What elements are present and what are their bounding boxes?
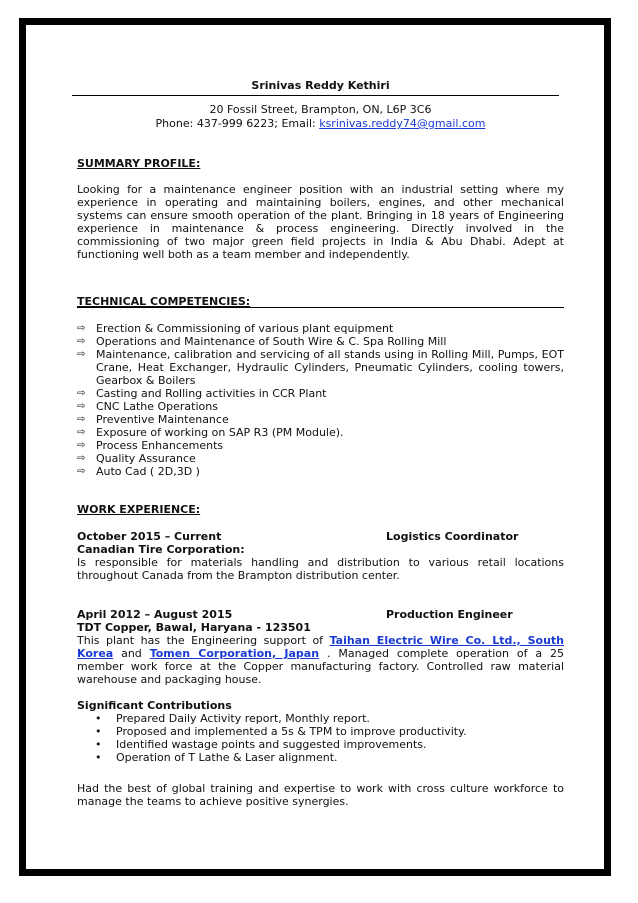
phone-text: Phone: 437-999 6223; Email: [155, 117, 320, 130]
list-item: ⇨ Quality Assurance [77, 452, 196, 465]
list-item: ⇨ CNC Lathe Operations [77, 400, 218, 413]
contributions-list [77, 712, 564, 764]
list-item: ⇨ Preventive Maintenance [77, 413, 229, 426]
arrow-bullet-icon: ⇨ [77, 427, 86, 438]
competencies-list [77, 322, 564, 478]
list-item: • Operation of T Lathe & Laser alignment. [95, 751, 338, 764]
job2-description: This plant has the Engineering support of Taihan Electric Wire Co. Ltd., South Korea and Tomen Corporation, Japan . Managed complete operation of a 25 member work force at the Copper manufacturing factory. Controlled raw material warehouse and packaging house. [77, 634, 564, 686]
job1-period: October 2015 – Current [77, 530, 222, 543]
job1-title: Logistics Coordinator [386, 530, 519, 543]
arrow-bullet-icon: ⇨ [77, 466, 86, 477]
arrow-bullet-icon: ⇨ [77, 440, 86, 451]
job2-company: TDT Copper, Bawal, Haryana - 123501 [77, 621, 311, 634]
job1-description: Is responsible for materials handling and distribution to various retail locations throughout Canada from the Brampton distribution center. [77, 556, 564, 582]
closing-text: Had the best of global training and expertise to work with cross culture workforce to manage the teams to achieve positive synergies. [77, 782, 564, 808]
contact-line [77, 117, 564, 130]
arrow-bullet-icon: ⇨ [77, 323, 86, 334]
competencies-heading: TECHNICAL COMPETENCIES: [77, 295, 251, 308]
job1-header [77, 530, 564, 543]
bullet-dot-icon: • [95, 738, 102, 751]
competencies-rule [77, 307, 564, 308]
arrow-bullet-icon: ⇨ [77, 388, 86, 399]
summary-text: Looking for a maintenance engineer position with an industrial setting where my experience in operating and maintaining boilers, engines, and other mechanical systems can ensure smooth operation of the plant. Bringing in 18 years of Engineering experience in maintenance & process engineering. Directly involved in the commissioning of two major green field projects in India & Abu Dhabi. Adept at functioning well both as a team member and independently. [77, 183, 564, 261]
job2-period: April 2012 – August 2015 [77, 608, 233, 621]
summary-heading: SUMMARY PROFILE: [77, 157, 201, 170]
arrow-bullet-icon: ⇨ [77, 453, 86, 464]
address-line: 20 Fossil Street, Brampton, ON, L6P 3C6 [209, 103, 432, 116]
job1-company: Canadian Tire Corporation: [77, 543, 245, 556]
list-item: ⇨ Casting and Rolling activities in CCR Plant [77, 387, 327, 400]
tomen-link[interactable]: Tomen Corporation, Japan [149, 647, 320, 660]
bullet-dot-icon: • [95, 725, 102, 738]
list-item: ⇨ Exposure of working on SAP R3 (PM Module). [77, 426, 344, 439]
list-item: ⇨ Process Enhancements [77, 439, 224, 452]
job2-title: Production Engineer [386, 608, 513, 621]
contributions-heading: Significant Contributions [77, 699, 232, 712]
bullet-dot-icon: • [95, 712, 102, 725]
list-item: • Prepared Daily Activity report, Monthly report. [95, 712, 370, 725]
list-item: ⇨ Erection & Commissioning of various plant equipment [77, 322, 394, 335]
email-link[interactable]: ksrinivas.reddy74@gmail.com [319, 117, 486, 130]
list-item: • Identified wastage points and suggested improvements. [95, 738, 427, 751]
taihan-link[interactable]: Taihan Electric Wire Co. Ltd., South Korea [77, 634, 564, 660]
list-item: ⇨ Maintenance, calibration and servicing of all stands using in Rolling Mill, Pumps, EOT Crane, Heat Exchanger, Hydraulic Cylinders, Pneumatic Cylinders, cooling towers, Gearbox & Boilers [77, 348, 564, 387]
list-item: ⇨ Operations and Maintenance of South Wire & C. Spa Rolling Mill [77, 335, 447, 348]
list-item: • Proposed and implemented a 5s & TPM to improve productivity. [95, 725, 467, 738]
candidate-name: Srinivas Reddy Kethiri [251, 79, 390, 92]
arrow-bullet-icon: ⇨ [77, 349, 86, 360]
arrow-bullet-icon: ⇨ [77, 336, 86, 347]
arrow-bullet-icon: ⇨ [77, 401, 86, 412]
bullet-dot-icon: • [95, 751, 102, 764]
list-item: ⇨ Auto Cad ( 2D,3D ) [77, 465, 200, 478]
experience-heading: WORK EXPERIENCE: [77, 503, 201, 516]
header-rule [72, 95, 559, 96]
job2-header [77, 608, 564, 621]
arrow-bullet-icon: ⇨ [77, 414, 86, 425]
